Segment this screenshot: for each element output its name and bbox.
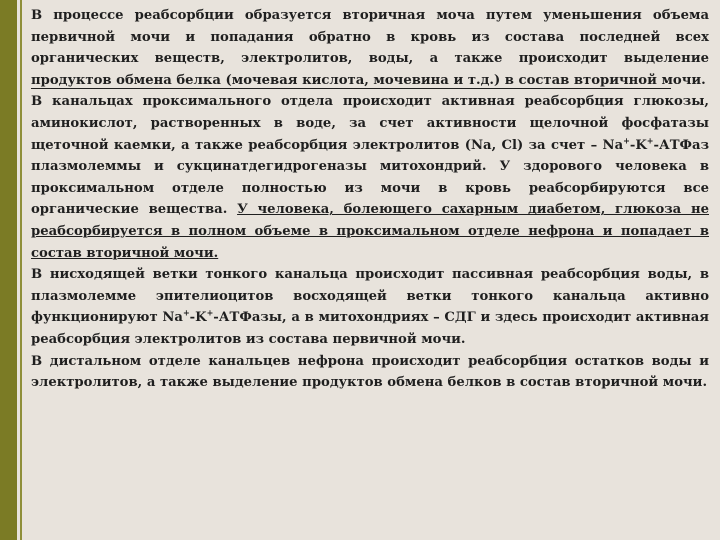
paragraph-2-text-b: -K [629,137,647,153]
paragraph-reabsorption-intro [31,5,709,91]
slide-text-body [31,5,709,394]
paragraph-distal [31,351,709,394]
superscript-plus: + [623,135,630,146]
paragraph-3-text-a: В нисходящей ветки тонкого канальца происходит пассивная реабсорбция воды, в плазмолемме эпителиоцитов восходящей ветки тонкого канальца активно функционируют Na [31,267,709,326]
superscript-plus: + [646,135,654,146]
paragraph-4-text: В дистальном отделе канальцев нефрона происходит реабсорбция остатков воды и электролитов, а также выделение продуктов обмена белков в состав вторичной мочи. [31,353,709,391]
paragraph-3-text-c: -АТФазы, а в митохондриях – СДГ и здесь происходит активная реабсорбция электролитов из состава первичной мочи. [31,310,710,347]
superscript-plus: + [206,307,214,318]
superscript-plus: + [182,307,190,318]
left-accent-bar [0,0,17,540]
underlined-diabetes-note: У человека, болеющего сахарным диабетом, глюкоза не реабсорбируется в полном объеме в проксимальном отделе нефрона и попадает в состав вторичной мочи. [31,202,709,261]
left-accent-line [20,0,22,540]
paragraph-proximal [31,91,709,264]
paragraph-thin-loop [31,264,709,350]
paragraph-1-text: В процессе реабсорбции образуется вторичная моча путем уменьшения объема первичной мочи и попадания обратно в кровь из состава последней всех органических веществ, электролитов, воды, а также происходит выделение продуктов обмена белка (мочевая кислота, мочевина и т.д.) в состав вторичной мочи. [31,8,709,88]
paragraph-2-text-a: В канальцах проксимального отдела происходит активная реабсорбция глюкозы, аминокислот, растворенных в воде, за счет активности щелочной фосфатазы щеточной каемки, а также реабсорбция электролитов (Na, Cl) за счет – Na [31,94,709,153]
paragraph-3-text-b: -K [189,310,207,326]
paragraph-2-text-c: -АТФаз плазмолеммы и сукцинатдегидрогеназы митохондрий. У здорового человека в проксимальном отделе полностью из мочи в кровь реабсорбируются все органические вещества. [31,137,709,218]
